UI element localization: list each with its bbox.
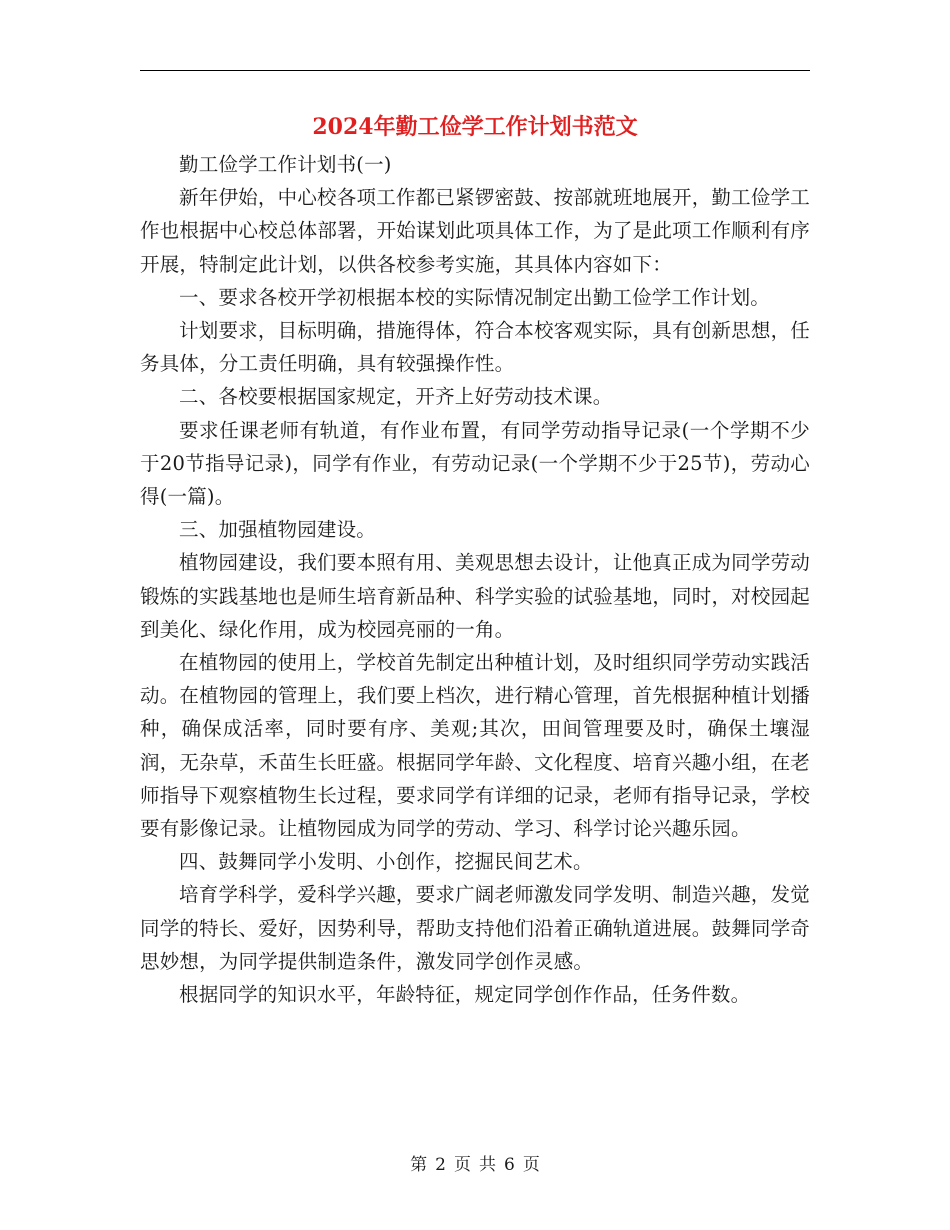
paragraph-section-heading: 一、要求各校开学初根据本校的实际情况制定出勤工俭学工作计划。 xyxy=(179,285,771,309)
paragraph-section-heading: 二、各校要根据国家规定，开齐上好劳动技术课。 xyxy=(179,385,613,409)
page-footer xyxy=(0,1153,950,1177)
paragraph: 根据同学的知识水平，年龄特征，规定同学创作作品，任务件数。 xyxy=(179,983,751,1007)
document-body xyxy=(140,148,810,1011)
paragraph: 在植物园的使用上，学校首先制定出种植计划，及时组织同学劳动实践活动。在植物园的管理上，我们要上档次，进行精心管理，首先根据种植计划播种，确保成活率，同时要有序、美观;其次，田间管理要及时，确保土壤湿润，无杂草，禾苗生长旺盛。根据同学年龄、文化程度、培育兴趣小组，在老师指导下观察植物生长过程，要求同学有详细的记录，老师有指导记录，学校要有影像记录。让植物园成为同学的劳动、学习、科学讨论兴趣乐园。 xyxy=(140,651,810,841)
paragraph-subtitle: 勤工俭学工作计划书(一) xyxy=(179,153,392,176)
footer-suffix: 页 xyxy=(522,1155,540,1175)
footer-total-pages: 6 xyxy=(504,1155,515,1175)
footer-page-word: 页 xyxy=(454,1155,471,1175)
footer-total-word: 共 xyxy=(479,1155,496,1175)
paragraph: 要求任课老师有轨道，有作业布置，有同学劳动指导记录(一个学期不少于20节指导记录)，同学有作业，有劳动记录(一个学期不少于25节)，劳动心得(一篇)。 xyxy=(140,418,810,509)
document-title: 2024年勤工俭学工作计划书范文 xyxy=(312,114,638,140)
paragraph-section-heading: 四、鼓舞同学小发明、小创作，挖掘民间艺术。 xyxy=(179,850,593,874)
paragraph: 新年伊始，中心校各项工作都已紧锣密鼓、按部就班地展开，勤工俭学工作也根据中心校总体部署，开始谋划此项具体工作，为了是此项工作顺利有序开展，特制定此计划，以供各校参考实施，其具体内容如下： xyxy=(140,186,810,276)
footer-prefix: 第 xyxy=(410,1155,428,1175)
paragraph: 培育学科学，爱科学兴趣，要求广阔老师激发同学发明、制造兴趣，发觉同学的特长、爱好，因势利导，帮助支持他们沿着正确轨道进展。鼓舞同学奇思妙想，为同学提供制造条件，激发同学创作灵感。 xyxy=(140,883,810,973)
paragraph: 植物园建设，我们要本照有用、美观思想去设计，让他真正成为同学劳动锻炼的实践基地也是师生培育新品种、科学实验的试验基地，同时，对校园起到美化、绿化作用，成为校园亮丽的一角。 xyxy=(140,551,810,641)
header-rule xyxy=(140,70,810,71)
paragraph-section-heading: 三、加强植物园建设。 xyxy=(179,518,377,542)
paragraph: 计划要求，目标明确，措施得体，符合本校客观实际，具有创新思想，任务具体，分工责任明确，具有较强操作性。 xyxy=(140,319,810,376)
footer-current-page: 2 xyxy=(435,1155,446,1175)
